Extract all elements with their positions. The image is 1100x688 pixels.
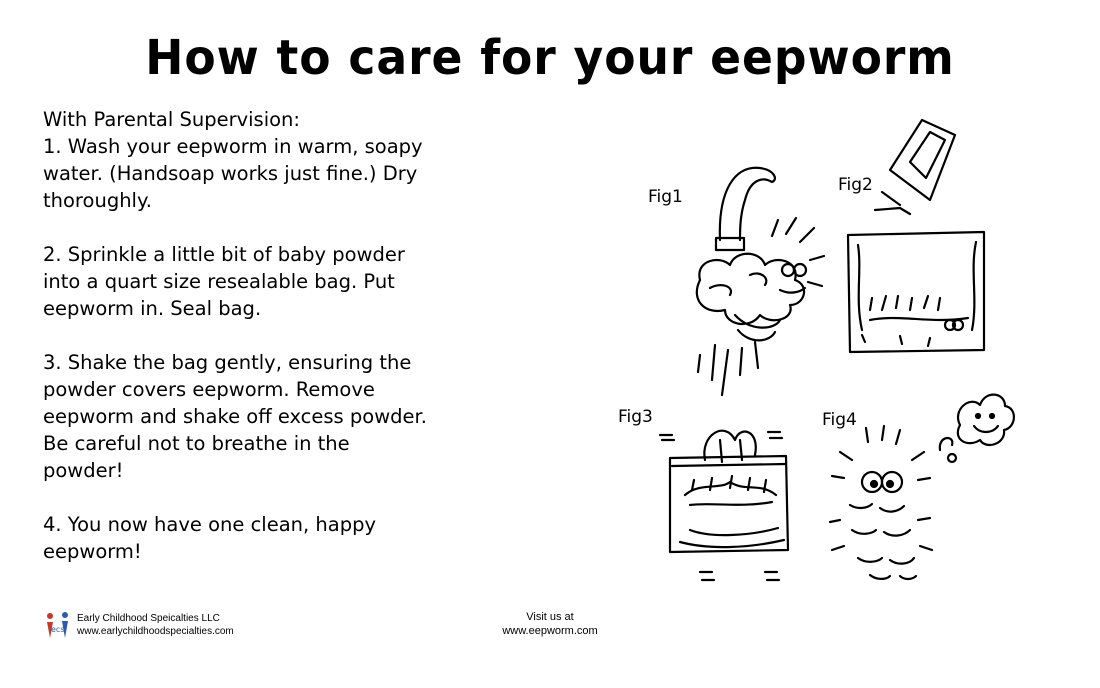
footer-visit bbox=[490, 610, 610, 638]
company-logo-icon bbox=[43, 610, 73, 640]
fig1-label: Fig1 bbox=[648, 187, 683, 207]
page-title: How to care for your eepworm bbox=[145, 30, 955, 86]
step-1: 1. Wash your eepworm in warm, soapy water. (Handsoap works just fine.) Dry thoroughly. bbox=[43, 135, 423, 212]
footer-company bbox=[43, 610, 234, 640]
eepworm-url-link[interactable]: www.eepworm.com bbox=[502, 625, 598, 637]
fig2-label: Fig2 bbox=[838, 175, 873, 195]
footer-company-text bbox=[77, 612, 234, 638]
fig4-label: Fig4 bbox=[822, 410, 857, 430]
step-4: 4. You now have one clean, happy eepworm! bbox=[43, 513, 377, 563]
company-url-link[interactable]: www.earlychildhoodspecialties.com bbox=[77, 626, 234, 637]
visit-label: Visit us at bbox=[526, 611, 574, 623]
instructions-intro: With Parental Supervision: bbox=[43, 108, 300, 131]
fig2-powder-illustration bbox=[838, 120, 984, 352]
step-2: 2. Sprinkle a little bit of baby powder into a quart size resealable bag. Put eepworm in. Seal bag. bbox=[43, 243, 405, 320]
instructions bbox=[43, 106, 433, 592]
step-3: 3. Shake the bag gently, ensuring the powder covers eepworm. Remove eepworm and shake off excess powder. Be careful not to breathe in the powder! bbox=[43, 351, 427, 482]
company-name: Early Childhood Speicalties LLC bbox=[77, 613, 220, 624]
fig1-washing-illustration bbox=[648, 168, 824, 395]
fig4-clean-eepworm-illustration bbox=[822, 395, 1014, 579]
fig3-label: Fig3 bbox=[618, 407, 653, 427]
logo-text: ecs bbox=[51, 625, 65, 634]
fig3-shaking-illustration bbox=[618, 407, 788, 580]
illustration bbox=[600, 110, 1020, 590]
